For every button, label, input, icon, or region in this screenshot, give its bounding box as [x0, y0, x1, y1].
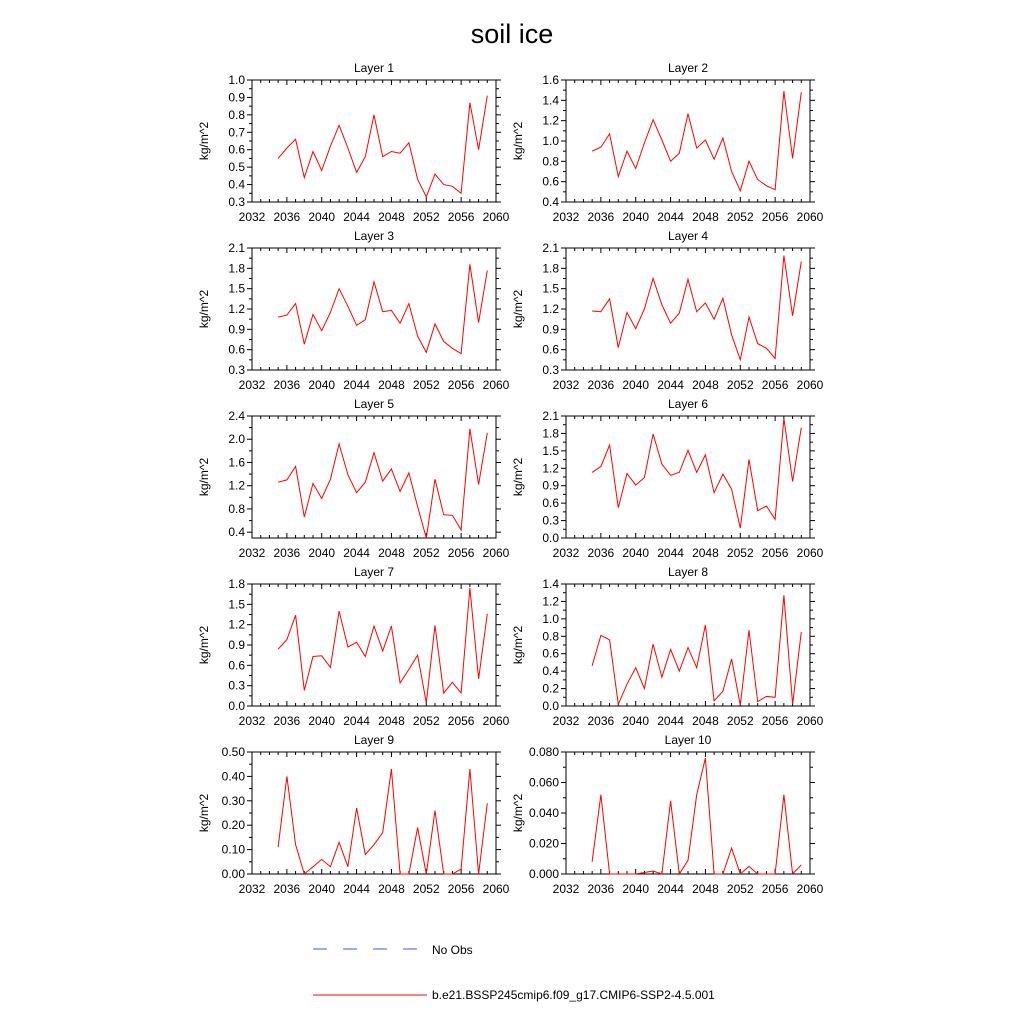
y-tick-label: 1.2 [228, 302, 245, 316]
x-tick-label: 2032 [552, 210, 580, 224]
x-tick-label: 2056 [447, 378, 475, 392]
y-tick-label: 1.8 [542, 261, 559, 276]
y-tick-label: 0.00 [221, 867, 245, 881]
y-tick-label: 0.0 [542, 531, 559, 545]
x-tick-label: 2052 [412, 210, 440, 224]
x-tick-label: 2048 [692, 714, 719, 728]
y-axis-label: kg/m^2 [197, 121, 211, 161]
x-tick-label: 2060 [482, 714, 510, 728]
plot-frame [566, 416, 810, 538]
panel-title: Layer 9 [353, 733, 395, 747]
x-tick-label: 2048 [378, 378, 405, 392]
x-tick-label: 2040 [308, 210, 336, 224]
x-tick-label: 2040 [308, 378, 336, 392]
y-tick-label: 1.8 [228, 577, 245, 591]
y-tick-label: 2.1 [542, 409, 559, 423]
panel-layer-7 [197, 565, 510, 728]
x-tick-label: 2036 [273, 210, 301, 224]
x-tick-label: 2036 [587, 378, 615, 392]
x-tick-label: 2036 [273, 546, 301, 560]
y-tick-label: 0.8 [542, 154, 559, 169]
y-tick-label: 0.7 [228, 125, 245, 140]
x-tick-label: 2056 [447, 546, 475, 560]
x-tick-label: 2044 [657, 378, 684, 392]
x-tick-label: 2048 [378, 546, 405, 560]
y-tick-label: 0.9 [542, 478, 559, 493]
y-tick-label: 0.020 [528, 836, 559, 851]
x-tick-label: 2052 [726, 714, 754, 728]
y-axis-label: kg/m^2 [511, 289, 525, 329]
y-tick-label: 1.5 [542, 281, 559, 296]
panel-title: Layer 4 [667, 229, 709, 243]
x-tick-label: 2032 [238, 714, 266, 728]
x-tick-label: 2044 [657, 882, 684, 896]
x-tick-label: 2032 [552, 882, 580, 896]
y-tick-label: 0.3 [542, 363, 559, 377]
x-tick-label: 2032 [552, 378, 580, 392]
y-axis-label: kg/m^2 [511, 121, 525, 161]
y-axis-label: kg/m^2 [197, 457, 211, 497]
y-tick-label: 0.0 [228, 699, 245, 713]
x-tick-label: 2052 [726, 882, 754, 896]
x-tick-label: 2048 [692, 378, 719, 392]
x-tick-label: 2032 [238, 210, 266, 224]
y-tick-label: 0.3 [228, 195, 245, 209]
panel-title: Layer 10 [664, 733, 712, 747]
x-tick-label: 2040 [308, 546, 336, 560]
panel-title: Layer 5 [353, 397, 395, 411]
y-tick-label: 1.0 [542, 134, 559, 148]
y-tick-label: 0.40 [221, 769, 245, 784]
x-tick-label: 2036 [587, 714, 615, 728]
plot-frame [566, 584, 810, 706]
x-tick-label: 2032 [238, 882, 266, 896]
x-tick-label: 2060 [482, 210, 510, 224]
y-tick-label: 0.6 [542, 342, 559, 357]
x-tick-label: 2036 [273, 714, 301, 728]
series-line [592, 595, 801, 705]
y-tick-label: 0.50 [221, 745, 245, 759]
panel-title: Layer 1 [353, 61, 395, 75]
x-tick-label: 2052 [412, 882, 440, 896]
panel-layer-1 [197, 61, 510, 224]
legend-label-no-obs: No Obs [432, 943, 473, 957]
x-tick-label: 2036 [273, 378, 301, 392]
y-axis-label: kg/m^2 [197, 289, 211, 329]
x-tick-label: 2060 [796, 882, 824, 896]
x-tick-label: 2056 [761, 378, 789, 392]
x-tick-label: 2040 [622, 882, 650, 896]
y-tick-label: 0.10 [221, 842, 245, 857]
y-tick-label: 0.4 [542, 664, 559, 679]
x-tick-label: 2060 [796, 210, 824, 224]
x-tick-label: 2032 [552, 546, 580, 560]
x-tick-label: 2040 [622, 378, 650, 392]
y-tick-label: 0.8 [228, 107, 245, 122]
x-tick-label: 2048 [378, 210, 405, 224]
y-tick-label: 0.8 [542, 629, 559, 644]
x-tick-label: 2036 [587, 210, 615, 224]
y-tick-label: 0.6 [228, 658, 245, 673]
y-tick-label: 0.9 [228, 322, 245, 337]
plot-frame [566, 80, 810, 202]
y-axis-label: kg/m^2 [197, 793, 211, 833]
y-axis-label: kg/m^2 [511, 625, 525, 665]
y-tick-label: 2.1 [228, 241, 245, 255]
y-tick-label: 0.6 [542, 174, 559, 189]
legend [313, 943, 715, 1002]
y-tick-label: 0.5 [228, 160, 245, 175]
x-tick-label: 2032 [238, 546, 266, 560]
x-tick-label: 2048 [378, 714, 405, 728]
y-tick-label: 0.3 [228, 678, 245, 693]
x-tick-label: 2052 [412, 378, 440, 392]
y-tick-label: 0.3 [228, 363, 245, 377]
y-tick-label: 1.6 [542, 73, 559, 87]
panels [197, 61, 824, 896]
y-tick-label: 0.040 [528, 806, 559, 820]
x-tick-label: 2040 [308, 882, 336, 896]
y-tick-label: 1.5 [228, 597, 245, 612]
x-tick-label: 2060 [796, 378, 824, 392]
panel-title: Layer 8 [667, 565, 709, 579]
y-tick-label: 0.4 [228, 177, 245, 192]
y-tick-label: 2.0 [228, 432, 245, 447]
panel-title: Layer 3 [353, 229, 395, 243]
y-tick-label: 0.6 [542, 496, 559, 511]
y-tick-label: 1.8 [542, 426, 559, 441]
y-tick-label: 1.0 [542, 611, 559, 626]
y-tick-label: 0.4 [542, 195, 559, 209]
legend-label-model-run: b.e21.BSSP245cmip6.f09_g17.CMIP6-SSP2-4.5.001 [432, 988, 715, 1002]
x-tick-label: 2060 [482, 546, 510, 560]
series-line [592, 256, 801, 360]
x-tick-label: 2032 [238, 378, 266, 392]
y-axis-label: kg/m^2 [511, 457, 525, 497]
series-line [278, 429, 487, 538]
x-tick-label: 2044 [657, 714, 684, 728]
y-tick-label: 1.4 [542, 577, 559, 591]
y-tick-label: 1.5 [542, 443, 559, 458]
y-tick-label: 0.9 [228, 90, 245, 105]
x-tick-label: 2060 [796, 714, 824, 728]
y-tick-label: 1.2 [542, 113, 559, 128]
plot-frame [252, 80, 496, 202]
x-tick-label: 2036 [587, 882, 615, 896]
x-tick-label: 2036 [587, 546, 615, 560]
x-tick-label: 2040 [622, 210, 650, 224]
x-tick-label: 2044 [343, 210, 370, 224]
x-tick-label: 2056 [761, 210, 789, 224]
y-tick-label: 0.2 [542, 681, 559, 696]
x-tick-label: 2036 [273, 882, 301, 896]
y-tick-label: 0.6 [228, 142, 245, 157]
x-tick-label: 2044 [657, 210, 684, 224]
y-tick-label: 0.4 [228, 525, 245, 540]
series-line [278, 264, 487, 353]
series-line [592, 418, 801, 528]
x-tick-label: 2040 [308, 714, 336, 728]
panel-title: Layer 6 [667, 397, 709, 411]
x-tick-label: 2056 [447, 714, 475, 728]
x-tick-label: 2056 [447, 210, 475, 224]
x-tick-label: 2052 [726, 210, 754, 224]
y-tick-label: 0.6 [228, 342, 245, 357]
plot-frame [252, 248, 496, 370]
panel-layer-4 [511, 229, 824, 392]
y-tick-label: 0.8 [228, 501, 245, 516]
x-tick-label: 2048 [692, 546, 719, 560]
x-tick-label: 2044 [343, 882, 370, 896]
x-tick-label: 2044 [343, 378, 370, 392]
panel-layer-8 [511, 565, 824, 728]
y-tick-label: 1.2 [228, 478, 245, 493]
y-tick-label: 1.4 [542, 93, 559, 108]
y-tick-label: 1.8 [228, 261, 245, 276]
x-tick-label: 2044 [343, 714, 370, 728]
x-tick-label: 2056 [447, 882, 475, 896]
x-tick-label: 2056 [761, 714, 789, 728]
x-tick-label: 2048 [378, 882, 405, 896]
series-line [278, 769, 487, 874]
x-tick-label: 2052 [412, 714, 440, 728]
y-tick-label: 1.6 [228, 455, 245, 470]
x-tick-label: 2048 [692, 210, 719, 224]
panel-title: Layer 2 [667, 61, 709, 75]
y-tick-label: 0.0 [542, 699, 559, 713]
x-tick-label: 2044 [343, 546, 370, 560]
y-tick-label: 1.2 [542, 594, 559, 609]
y-tick-label: 0.9 [542, 322, 559, 337]
y-tick-label: 1.2 [228, 617, 245, 632]
x-tick-label: 2060 [796, 546, 824, 560]
plot-frame [252, 752, 496, 874]
panel-layer-3 [197, 229, 510, 392]
x-tick-label: 2052 [726, 378, 754, 392]
panel-layer-6 [511, 397, 824, 560]
x-tick-label: 2040 [622, 546, 650, 560]
x-tick-label: 2056 [761, 546, 789, 560]
panel-layer-5 [197, 397, 510, 560]
x-tick-label: 2052 [412, 546, 440, 560]
x-tick-label: 2040 [622, 714, 650, 728]
x-tick-label: 2048 [692, 882, 719, 896]
panel-layer-2 [511, 61, 824, 224]
y-tick-label: 0.20 [221, 818, 245, 833]
plot-frame [252, 584, 496, 706]
x-tick-label: 2044 [657, 546, 684, 560]
x-tick-label: 2060 [482, 378, 510, 392]
figure-title: soil ice [470, 19, 554, 49]
panel-layer-10 [511, 733, 824, 896]
y-tick-label: 2.1 [542, 241, 559, 255]
y-tick-label: 1.2 [542, 461, 559, 476]
y-tick-label: 1.2 [542, 302, 559, 316]
x-tick-label: 2056 [761, 882, 789, 896]
x-tick-label: 2060 [482, 882, 510, 896]
series-line [278, 96, 487, 197]
x-tick-label: 2032 [552, 714, 580, 728]
x-tick-label: 2052 [726, 546, 754, 560]
y-tick-label: 0.6 [542, 646, 559, 661]
y-tick-label: 1.5 [228, 281, 245, 296]
series-line [278, 588, 487, 703]
y-tick-label: 2.4 [228, 409, 245, 423]
y-axis-label: kg/m^2 [197, 625, 211, 665]
y-tick-label: 1.0 [228, 73, 245, 87]
y-tick-label: 0.9 [228, 638, 245, 652]
series-line [592, 91, 801, 191]
y-tick-label: 0.060 [528, 775, 559, 790]
series-line [592, 758, 801, 874]
y-axis-label: kg/m^2 [511, 793, 525, 833]
y-tick-label: 0.080 [528, 745, 559, 759]
y-tick-label: 0.000 [528, 867, 559, 881]
y-tick-label: 0.3 [542, 513, 559, 528]
panel-layer-9 [197, 733, 510, 896]
y-tick-label: 0.30 [221, 793, 245, 808]
panel-title: Layer 7 [353, 565, 395, 579]
